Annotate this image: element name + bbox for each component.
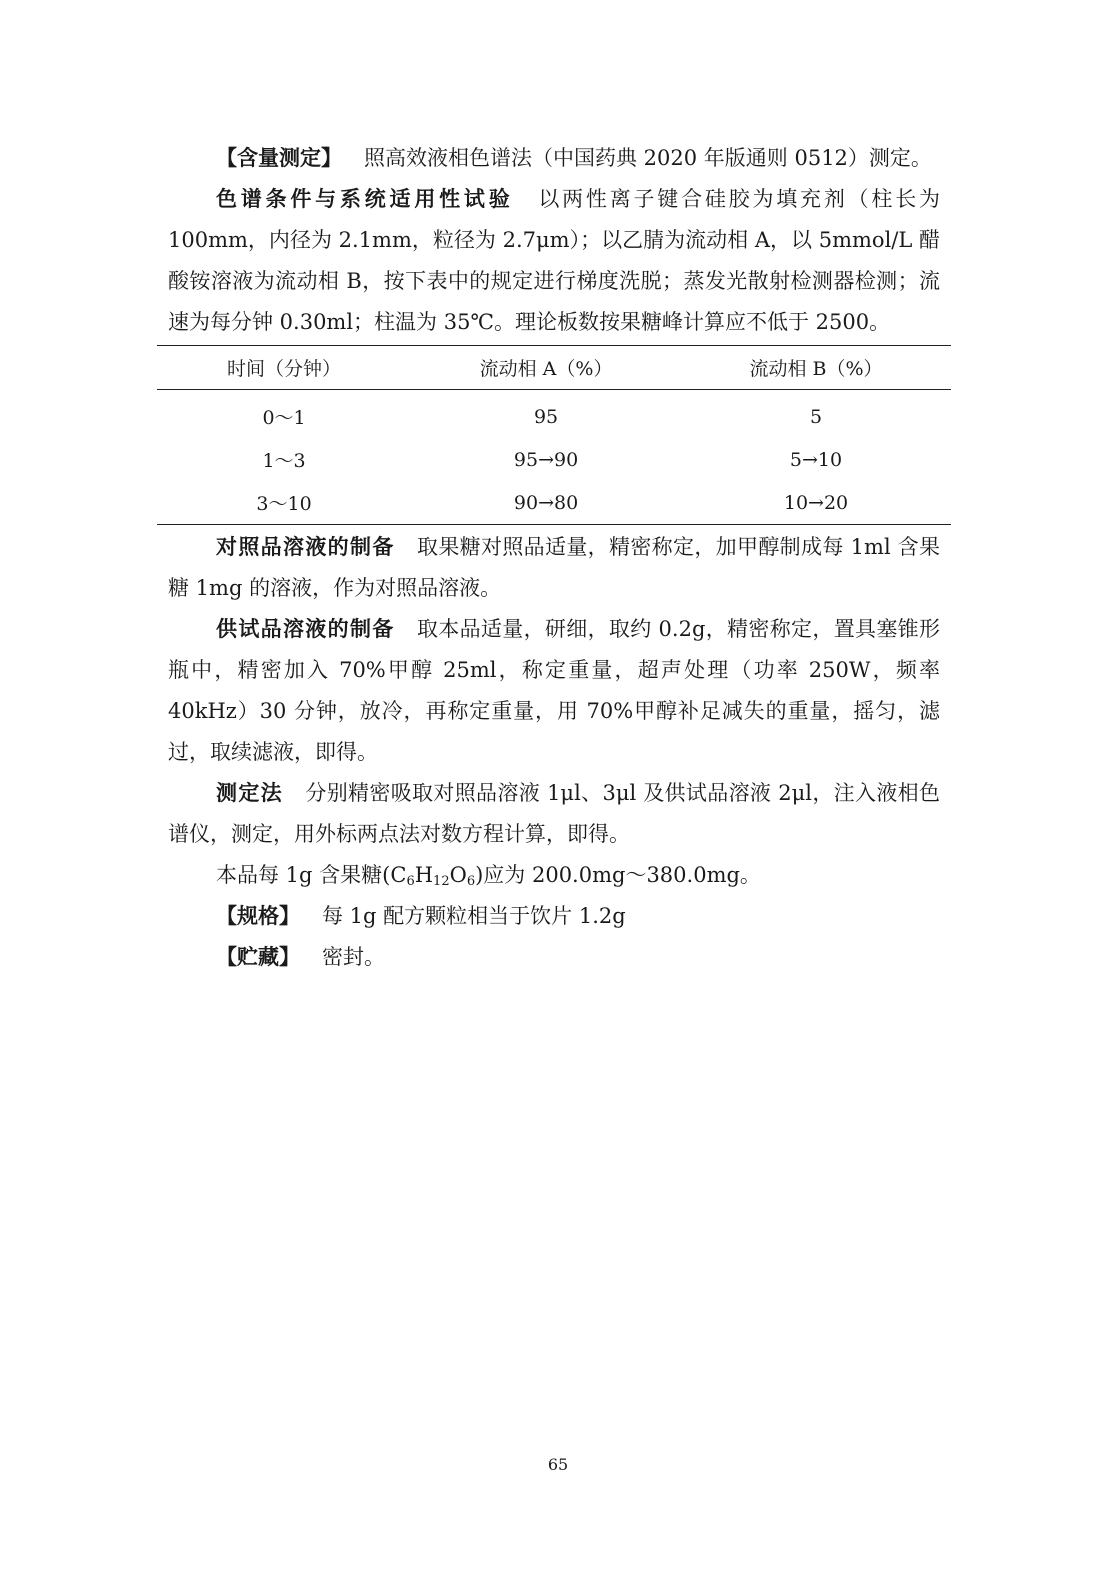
table-cell: 5 bbox=[809, 405, 823, 428]
table-cell: 3～10 bbox=[157, 481, 411, 525]
formula-o: O bbox=[449, 863, 467, 887]
table-cell: 1～3 bbox=[262, 450, 306, 472]
method-heading: 测定法 bbox=[216, 781, 284, 805]
table-header-phase-a: 流动相 A（%） bbox=[411, 346, 681, 390]
table-cell: 10→20 bbox=[681, 481, 951, 525]
table-header-time: 时间（分钟） bbox=[157, 346, 411, 390]
table-row bbox=[157, 390, 951, 439]
storage-heading: 【贮藏】 bbox=[216, 945, 300, 969]
table-cell: 5→10 bbox=[789, 448, 843, 471]
table-cell: 0～1 bbox=[262, 407, 306, 429]
method-text: 分别精密吸取对照品溶液 1μl、3μl 及供试品溶液 2μl，注入液相色谱仪，测定，用外标两点法对数方程计算，即得。 bbox=[168, 781, 940, 846]
assay-text: 照高效液相色谱法（中国药典 2020 年版通则 0512）测定。 bbox=[364, 146, 932, 170]
assay-heading: 【含量测定】 bbox=[216, 146, 342, 170]
formula-o-sub: 6 bbox=[466, 874, 476, 889]
formula-c: C bbox=[390, 863, 407, 887]
content-limit-suffix: 应为 200.0mg～380.0mg。 bbox=[483, 863, 761, 887]
document-page bbox=[168, 138, 940, 978]
assay-paragraph bbox=[168, 138, 940, 179]
table-row bbox=[157, 438, 951, 481]
formula-h: H bbox=[414, 863, 434, 887]
specification-text: 每 1g 配方颗粒相当于饮片 1.2g bbox=[322, 904, 626, 928]
formula-h-sub: 12 bbox=[433, 874, 450, 889]
content-limit-paragraph: 本品每 1g 含果糖$(C_6H_{12}O_6)$应为 200.0mg～380.0mg。 bbox=[216, 863, 761, 889]
reference-solution-heading: 对照品溶液的制备 bbox=[216, 535, 395, 559]
content-limit-prefix: 本品每 1g 含果糖 bbox=[216, 863, 383, 887]
method-paragraph bbox=[168, 773, 940, 855]
table-cell: 90→80 bbox=[411, 481, 681, 525]
reference-solution-paragraph bbox=[168, 527, 940, 609]
storage-paragraph bbox=[168, 937, 940, 978]
specification-paragraph bbox=[168, 896, 940, 937]
table-cell: 95 bbox=[533, 405, 559, 428]
storage-text: 密封。 bbox=[322, 945, 385, 969]
chromatography-paragraph bbox=[168, 179, 940, 343]
gradient-table bbox=[157, 345, 951, 525]
page-number: 65 bbox=[547, 1455, 569, 1474]
chromatography-heading: 色谱条件与系统适用性试验 bbox=[216, 187, 514, 211]
formula-c-sub: 6 bbox=[406, 874, 415, 889]
reference-solution-text: 取果糖对照品适量，精密称定，加甲醇制成每 1ml 含果糖 1mg 的溶液，作为对照品溶液。 bbox=[168, 535, 941, 600]
specification-heading: 【规格】 bbox=[216, 904, 300, 928]
table-header-phase-b: 流动相 B（%） bbox=[681, 346, 951, 390]
table-row bbox=[157, 481, 951, 525]
test-solution-text: 取本品适量，研细，取约 0.2g，精密称定，置具塞锥形瓶中，精密加入 70%甲醇 25ml，称定重量，超声处理（功率 250W，频率 40kHz）30 分钟，放冷，再称定重量，用 70%甲醇补足减失的重量，摇匀，滤过，取续滤液，即得。 bbox=[168, 617, 941, 764]
chromatography-text: 以两性离子键合硅胶为填充剂（柱长为 100mm，内径为 2.1mm，粒径为 2.7μm）；以乙腈为流动相 A，以 5mmol/L 醋酸铵溶液为流动相 B，按下表中的规定进行梯度洗脱；蒸发光散射检测器检测；流速为每分钟 0.30ml；柱温为 35℃。理论板数按果糖峰计算应不低于 2500。 bbox=[168, 187, 941, 334]
table-header-row bbox=[157, 346, 951, 390]
test-solution-heading: 供试品溶液的制备 bbox=[216, 617, 395, 641]
table-cell: 95→90 bbox=[513, 448, 579, 471]
test-solution-paragraph bbox=[168, 609, 940, 773]
